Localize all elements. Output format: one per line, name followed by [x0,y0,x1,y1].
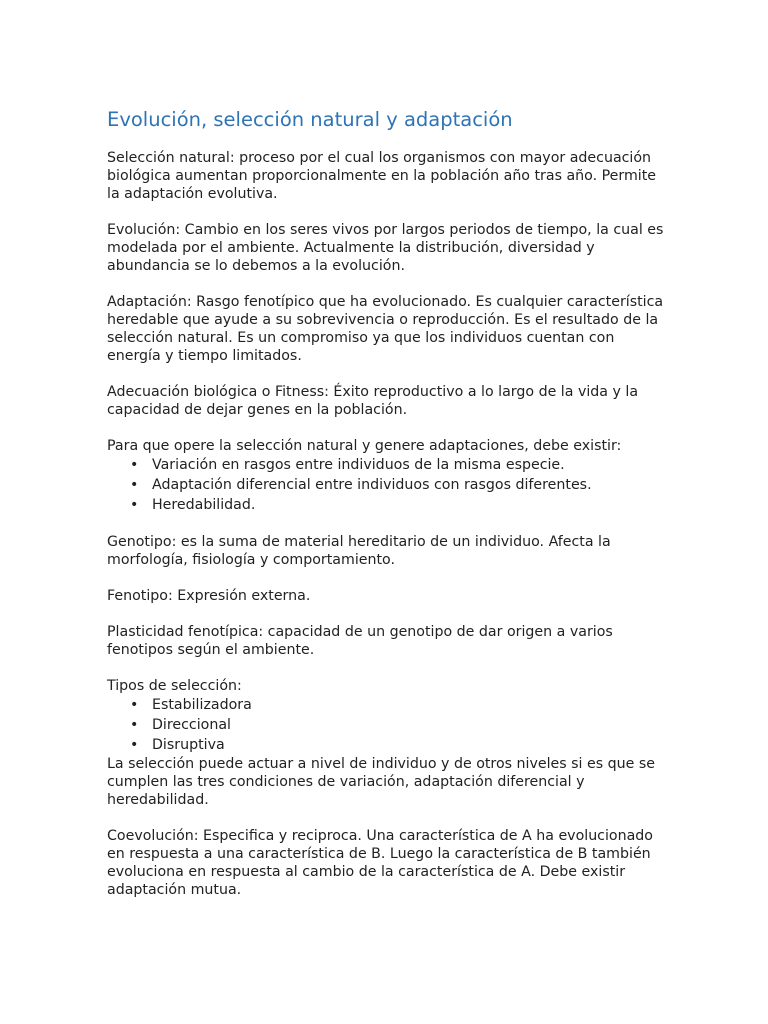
list-item [130,475,667,495]
list-item-text: Variación en rasgos entre individuos de la misma especie. [152,457,565,473]
paragraph-adaptacion: Adaptación: Rasgo fenotípico que ha evolucionado. Es cualquier característica heredable que ayude a su sobrevivencia o reproducción. Es el resultado de la selección natural. Es un compromiso ya que los individuos cuentan con energía y tiempo limitados. [107,294,664,364]
paragraph-coevolucion: Coevolución: Especifica y reciproca. Una característica de A ha evolucionado en respuesta a una característica de B. Luego la característica de B también evoluciona en respuesta al cambio de la característica de A. Debe existir adaptación mutua. [107,828,653,898]
paragraph-requisitos-intro: Para que opere la selección natural y genere adaptaciones, debe existir: [107,438,622,454]
document-body [107,149,667,917]
list-item-text: Disruptiva [152,737,225,753]
list-item [130,715,667,735]
bullet-icon: • [130,697,139,713]
list-item-text: Estabilizadora [152,697,252,713]
requisitos-list [107,455,667,515]
list-item-text: Adaptación diferencial entre individuos con rasgos diferentes. [152,477,592,493]
paragraph-tipos-intro: Tipos de selección: [107,678,242,694]
paragraph-evolucion: Evolución: Cambio en los seres vivos por largos periodos de tiempo, la cual es modelada por el ambiente. Actualmente la distribución, diversidad y abundancia se lo debemos a la evolución. [107,222,664,274]
paragraph-plasticidad: Plasticidad fenotípica: capacidad de un genotipo de dar origen a varios fenotipos según el ambiente. [107,624,613,658]
paragraph-fitness: Adecuación biológica o Fitness: Éxito reproductivo a lo largo de la vida y la capacidad de dejar genes en la población. [107,384,639,418]
list-item [130,735,667,755]
list-item [130,495,667,515]
paragraph-seleccion-natural: Selección natural: proceso por el cual los organismos con mayor adecuación biológica aumentan proporcionalmente en la población año tras año. Permite la adaptación evolutiva. [107,150,657,202]
document-title: Evolución, selección natural y adaptación [107,108,513,131]
bullet-icon: • [130,477,139,493]
bullet-icon: • [130,737,139,753]
bullet-icon: • [130,457,139,473]
bullet-icon: • [130,497,139,513]
list-item-text: Heredabilidad. [152,497,256,513]
list-item-text: Direccional [152,717,231,733]
list-item [130,695,667,715]
tipos-list [107,695,667,755]
list-item [130,455,667,475]
paragraph-genotipo: Genotipo: es la suma de material hereditario de un individuo. Afecta la morfología, fisiología y comportamiento. [107,534,611,568]
paragraph-fenotipo: Fenotipo: Expresión externa. [107,588,311,604]
bullet-icon: • [130,717,139,733]
paragraph-niveles: La selección puede actuar a nivel de individuo y de otros niveles si es que se cumplen las tres condiciones de variación, adaptación diferencial y heredabilidad. [107,756,655,808]
